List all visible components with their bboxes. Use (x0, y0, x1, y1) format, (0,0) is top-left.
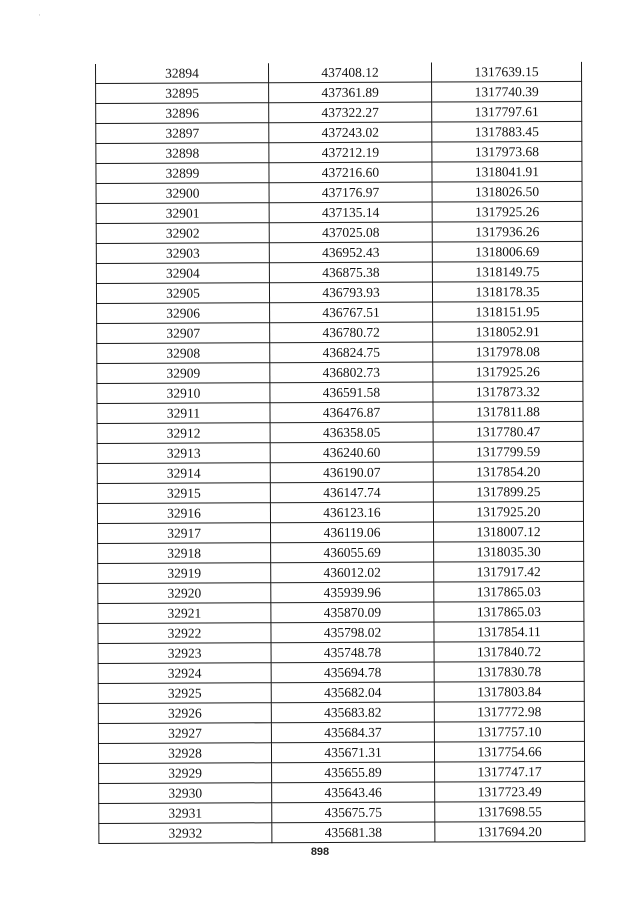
table-row (96, 121, 582, 143)
table-row (96, 161, 582, 183)
point-number-cell: 32897 (96, 123, 269, 144)
y-coordinate-cell: 1317925.26 (433, 361, 583, 382)
point-number-cell: 32918 (98, 543, 271, 564)
y-coordinate-cell: 1318178.35 (432, 281, 582, 302)
x-coordinate-cell: 437176.97 (269, 182, 432, 203)
table-row (98, 741, 584, 763)
y-coordinate-cell: 1318007.12 (434, 521, 584, 542)
table-row (96, 101, 582, 123)
table-row (98, 561, 584, 583)
y-coordinate-cell: 1318149.75 (432, 261, 582, 282)
table-row (96, 201, 582, 223)
table-row (98, 581, 584, 603)
table-row (97, 421, 583, 443)
y-coordinate-cell: 1318006.69 (432, 241, 582, 262)
point-number-cell: 32906 (97, 303, 270, 324)
point-number-cell: 32898 (96, 143, 269, 164)
x-coordinate-cell: 436824.75 (270, 342, 433, 363)
x-coordinate-cell: 437361.89 (269, 82, 432, 103)
y-coordinate-cell: 1317925.20 (433, 501, 583, 522)
point-number-cell: 32913 (97, 443, 270, 464)
y-coordinate-cell: 1317830.78 (434, 661, 584, 682)
table-row (97, 481, 583, 503)
coordinate-table-body (95, 62, 584, 844)
x-coordinate-cell: 436952.43 (269, 242, 432, 263)
y-coordinate-cell: 1317723.49 (435, 781, 585, 802)
x-coordinate-cell: 435655.89 (272, 762, 435, 783)
y-coordinate-cell: 1317978.08 (433, 341, 583, 362)
point-number-cell: 32912 (97, 423, 270, 444)
x-coordinate-cell: 437243.02 (269, 122, 432, 143)
point-number-cell: 32920 (98, 583, 271, 604)
table-row (97, 341, 583, 363)
y-coordinate-cell: 1317772.98 (434, 701, 584, 722)
table-row (98, 701, 584, 723)
page-number: 898 (310, 846, 330, 858)
x-coordinate-cell: 436055.69 (271, 542, 434, 563)
point-number-cell: 32905 (96, 283, 269, 304)
table-row (96, 181, 582, 203)
x-coordinate-cell: 435684.37 (271, 722, 434, 743)
y-coordinate-cell: 1318026.50 (432, 181, 582, 202)
table-row (96, 221, 582, 243)
y-coordinate-cell: 1317865.03 (434, 581, 584, 602)
y-coordinate-cell: 1317865.03 (434, 601, 584, 622)
x-coordinate-cell: 437135.14 (269, 202, 432, 223)
table-row (98, 601, 584, 623)
point-number-cell: 32894 (95, 63, 268, 83)
point-number-cell: 32915 (97, 483, 270, 504)
y-coordinate-cell: 1318052.91 (433, 321, 583, 342)
table-row (99, 821, 585, 843)
y-coordinate-cell: 1317854.11 (434, 621, 584, 642)
x-coordinate-cell: 435683.82 (271, 702, 434, 723)
x-coordinate-cell: 435675.75 (272, 802, 435, 823)
y-coordinate-cell: 1317899.25 (433, 481, 583, 502)
x-coordinate-cell: 436802.73 (270, 362, 433, 383)
x-coordinate-cell: 435798.02 (271, 622, 434, 643)
table-row (95, 62, 581, 84)
table-row (97, 401, 583, 423)
scan-mark: · (38, 10, 41, 20)
point-number-cell: 32921 (98, 603, 271, 624)
point-number-cell: 32899 (96, 163, 269, 184)
point-number-cell: 32925 (98, 683, 271, 704)
y-coordinate-cell: 1317973.68 (432, 141, 582, 162)
table-row (98, 541, 584, 563)
point-number-cell: 32932 (99, 823, 272, 844)
y-coordinate-cell: 1317698.55 (435, 801, 585, 822)
point-number-cell: 32931 (99, 803, 272, 824)
point-number-cell: 32922 (98, 623, 271, 644)
point-number-cell: 32911 (97, 403, 270, 424)
x-coordinate-cell: 437212.19 (269, 142, 432, 163)
point-number-cell: 32928 (98, 743, 271, 764)
x-coordinate-cell: 436875.38 (269, 262, 432, 283)
point-number-cell: 32930 (99, 783, 272, 804)
y-coordinate-cell: 1317799.59 (433, 441, 583, 462)
y-coordinate-cell: 1317936.26 (432, 221, 582, 242)
table-row (98, 641, 584, 663)
y-coordinate-cell: 1317854.20 (433, 461, 583, 482)
point-number-cell: 32929 (99, 763, 272, 784)
y-coordinate-cell: 1317917.42 (434, 561, 584, 582)
x-coordinate-cell: 437216.60 (269, 162, 432, 183)
y-coordinate-cell: 1317747.17 (435, 761, 585, 782)
table-row (98, 661, 584, 683)
point-number-cell: 32910 (97, 383, 270, 404)
table-row (96, 81, 582, 103)
x-coordinate-cell: 436780.72 (270, 322, 433, 343)
point-number-cell: 32914 (97, 463, 270, 484)
x-coordinate-cell: 437408.12 (268, 63, 431, 83)
x-coordinate-cell: 435681.38 (272, 822, 435, 843)
y-coordinate-cell: 1317740.39 (432, 81, 582, 102)
point-number-cell: 32908 (97, 343, 270, 364)
y-coordinate-cell: 1318041.91 (432, 161, 582, 182)
y-coordinate-cell: 1317797.61 (432, 101, 582, 122)
table-row (96, 281, 582, 303)
x-coordinate-cell: 436476.87 (270, 402, 433, 423)
y-coordinate-cell: 1317639.15 (431, 62, 581, 82)
x-coordinate-cell: 435643.46 (272, 782, 435, 803)
table-row (97, 441, 583, 463)
point-number-cell: 32917 (98, 523, 271, 544)
x-coordinate-cell: 436190.07 (270, 462, 433, 483)
y-coordinate-cell: 1317873.32 (433, 381, 583, 402)
table-row (97, 361, 583, 383)
table-row (99, 761, 585, 783)
y-coordinate-cell: 1317757.10 (434, 721, 584, 742)
table-row (98, 681, 584, 703)
table-row (99, 801, 585, 823)
point-number-cell: 32924 (98, 663, 271, 684)
y-coordinate-cell: 1317883.45 (432, 121, 582, 142)
point-number-cell: 32926 (98, 703, 271, 724)
y-coordinate-cell: 1317754.66 (434, 741, 584, 762)
point-number-cell: 32902 (96, 223, 269, 244)
x-coordinate-cell: 436012.02 (271, 562, 434, 583)
table-row (96, 141, 582, 163)
y-coordinate-cell: 1317811.88 (433, 401, 583, 422)
x-coordinate-cell: 435939.96 (271, 582, 434, 603)
point-number-cell: 32895 (96, 83, 269, 104)
y-coordinate-cell: 1317803.84 (434, 681, 584, 702)
y-coordinate-cell: 1317694.20 (435, 821, 585, 842)
y-coordinate-cell: 1318151.95 (433, 301, 583, 322)
x-coordinate-cell: 436591.58 (270, 382, 433, 403)
table-row (98, 621, 584, 643)
x-coordinate-cell: 436123.16 (270, 502, 433, 523)
coordinate-table (95, 62, 585, 844)
table-row (97, 461, 583, 483)
x-coordinate-cell: 436767.51 (270, 302, 433, 323)
x-coordinate-cell: 437322.27 (269, 102, 432, 123)
table-row (96, 241, 582, 263)
x-coordinate-cell: 436358.05 (270, 422, 433, 443)
y-coordinate-cell: 1317840.72 (434, 641, 584, 662)
x-coordinate-cell: 436793.93 (269, 282, 432, 303)
point-number-cell: 32909 (97, 363, 270, 384)
point-number-cell: 32903 (96, 243, 269, 264)
point-number-cell: 32904 (96, 263, 269, 284)
x-coordinate-cell: 435682.04 (271, 682, 434, 703)
point-number-cell: 32923 (98, 643, 271, 664)
x-coordinate-cell: 435870.09 (271, 602, 434, 623)
table-row (98, 721, 584, 743)
y-coordinate-cell: 1317925.26 (432, 201, 582, 222)
x-coordinate-cell: 435748.78 (271, 642, 434, 663)
x-coordinate-cell: 435671.31 (271, 742, 434, 763)
table-row (99, 781, 585, 803)
point-number-cell: 32900 (96, 183, 269, 204)
table-row (97, 321, 583, 343)
table-row (97, 301, 583, 323)
point-number-cell: 32927 (98, 723, 271, 744)
x-coordinate-cell: 437025.08 (269, 222, 432, 243)
point-number-cell: 32896 (96, 103, 269, 124)
y-coordinate-cell: 1317780.47 (433, 421, 583, 442)
point-number-cell: 32919 (98, 563, 271, 584)
point-number-cell: 32916 (97, 503, 270, 524)
table-row (96, 261, 582, 283)
y-coordinate-cell: 1318035.30 (434, 541, 584, 562)
table-row (97, 501, 583, 523)
x-coordinate-cell: 436240.60 (270, 442, 433, 463)
point-number-cell: 32907 (97, 323, 270, 344)
x-coordinate-cell: 436119.06 (271, 522, 434, 543)
x-coordinate-cell: 435694.78 (271, 662, 434, 683)
table-row (97, 381, 583, 403)
point-number-cell: 32901 (96, 203, 269, 224)
table-row (98, 521, 584, 543)
x-coordinate-cell: 436147.74 (270, 482, 433, 503)
